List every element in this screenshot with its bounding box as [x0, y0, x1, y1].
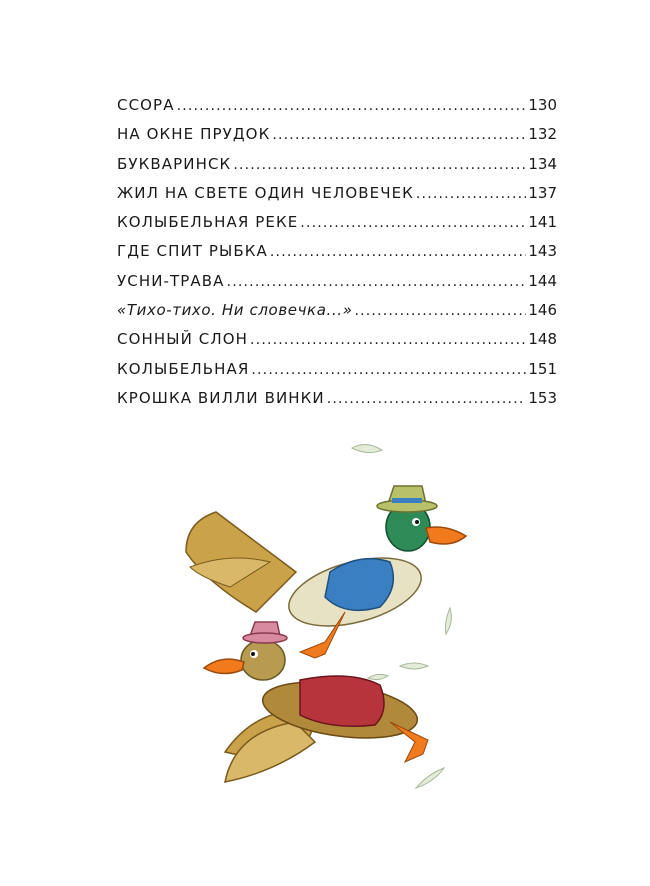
- toc-title: ССОРА: [117, 96, 175, 114]
- toc-page-number: 143: [528, 242, 557, 261]
- toc-leader-dots: [233, 157, 526, 173]
- toc-page-number: 144: [528, 271, 557, 290]
- toc-row[interactable]: [117, 155, 557, 184]
- toc-page-number: 137: [528, 183, 557, 202]
- toc-page-number: 153: [528, 388, 557, 407]
- toc-leader-dots: [300, 215, 526, 231]
- flying-ducks-illustration: [120, 422, 494, 812]
- toc-leader-dots: [416, 186, 526, 202]
- toc-page-number: 130: [528, 96, 557, 114]
- toc-row[interactable]: [117, 184, 557, 213]
- toc-page-number: 148: [528, 330, 557, 349]
- toc-title: «Тихо-тихо. Ни словечка...»: [117, 301, 353, 320]
- table-of-contents: [117, 96, 557, 418]
- toc-row[interactable]: [117, 96, 557, 125]
- toc-row[interactable]: [117, 330, 557, 359]
- toc-row[interactable]: [117, 301, 557, 330]
- toc-row[interactable]: [117, 125, 557, 154]
- toc-page-number: 146: [528, 301, 557, 320]
- toc-row[interactable]: [117, 272, 557, 301]
- toc-page-number: 134: [528, 154, 557, 173]
- toc-leader-dots: [227, 274, 527, 290]
- toc-title: УСНИ-ТРАВА: [117, 271, 225, 290]
- toc-row[interactable]: [117, 360, 557, 389]
- toc-page-number: 132: [528, 125, 557, 144]
- toc-title: НА ОКНЕ ПРУДОК: [117, 125, 271, 144]
- toc-leader-dots: [272, 127, 526, 143]
- toc-page-number: 151: [528, 359, 557, 378]
- toc-title: КОЛЫБЕЛЬНАЯ РЕКЕ: [117, 213, 299, 232]
- toc-title: КОЛЫБЕЛЬНАЯ: [117, 359, 250, 378]
- toc-row[interactable]: [117, 213, 557, 242]
- toc-leader-dots: [354, 303, 526, 319]
- toc-title: ЖИЛ НА СВЕТЕ ОДИН ЧЕЛОВЕЧЕК: [117, 183, 414, 202]
- drake-duck: [186, 486, 466, 658]
- toc-title: СОННЫЙ СЛОН: [117, 330, 249, 349]
- toc-title: БУКВАРИНСК: [117, 154, 232, 173]
- toc-leader-dots: [270, 244, 526, 260]
- toc-leader-dots: [327, 391, 527, 407]
- toc-title: ГДЕ СПИТ РЫБКА: [117, 242, 268, 261]
- toc-row[interactable]: [117, 389, 557, 418]
- toc-title: КРОШКА ВИЛЛИ ВИНКИ: [117, 388, 325, 407]
- toc-leader-dots: [250, 332, 526, 348]
- toc-row[interactable]: [117, 242, 557, 271]
- toc-leader-dots: [177, 98, 527, 114]
- toc-leader-dots: [251, 362, 526, 378]
- toc-page-number: 141: [528, 213, 557, 232]
